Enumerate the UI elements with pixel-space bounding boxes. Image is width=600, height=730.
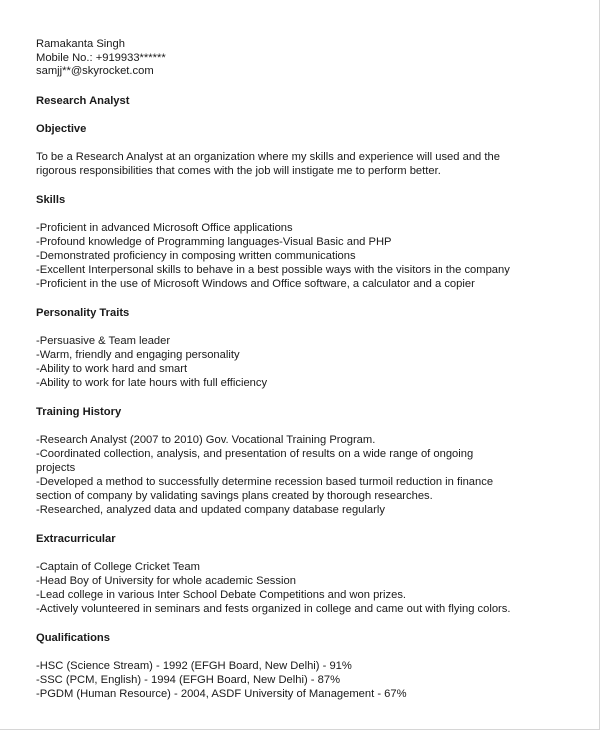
contact-block (36, 38, 586, 79)
section-heading-training-history: Training History (36, 405, 122, 418)
objective-line: rigorous responsibilities that comes with the job will instigate me to perform better. (36, 164, 441, 177)
training-item: -Developed a method to successfully determine recession based turmoil reduction in finance (36, 475, 494, 488)
extracurricular-item: -Lead college in various Inter School Debate Competitions and won prizes. (36, 588, 407, 601)
trait-item: -Warm, friendly and engaging personality (36, 348, 240, 361)
email-address: samjj**@skyrocket.com (36, 65, 154, 77)
trait-item: -Ability to work for late hours with full efficiency (36, 376, 268, 389)
qualification-item: -HSC (Science Stream) - 1992 (EFGH Board, New Delhi) - 91% (36, 659, 352, 672)
section-personality-traits (36, 306, 586, 390)
skill-item: -Proficient in advanced Microsoft Office applications (36, 221, 293, 234)
mobile-number: Mobile No.: +919933****** (36, 51, 166, 64)
training-item: -Researched, analyzed data and updated company database regularly (36, 503, 385, 516)
section-extracurricular (36, 532, 586, 616)
qualification-item: -PGDM (Human Resource) - 2004, ASDF University of Management - 67% (36, 687, 407, 700)
section-heading-extracurricular: Extracurricular (36, 532, 116, 545)
training-item: section of company by validating savings plans created by thorough researches. (36, 489, 433, 502)
skill-item: -Proficient in the use of Microsoft Windows and Office software, a calculator and a copier (36, 277, 475, 290)
section-objective (36, 122, 586, 178)
skill-item: -Demonstrated proficiency in composing written communications (36, 249, 356, 262)
training-item: -Coordinated collection, analysis, and presentation of results on a wide range of ongoing (36, 447, 474, 460)
skill-item: -Excellent Interpersonal skills to behave in a best possible ways with the visitors in the company (36, 263, 510, 276)
training-item: -Research Analyst (2007 to 2010) Gov. Vocational Training Program. (36, 433, 376, 446)
trait-item: -Persuasive & Team leader (36, 334, 171, 347)
skill-item: -Profound knowledge of Programming languages-Visual Basic and PHP (36, 235, 392, 248)
section-heading-objective: Objective (36, 122, 87, 135)
training-item: projects (36, 461, 76, 474)
section-skills (36, 193, 586, 291)
qualification-item: -SSC (PCM, English) - 1994 (EFGH Board, New Delhi) - 87% (36, 673, 341, 686)
trait-item: -Ability to work hard and smart (36, 362, 188, 375)
extracurricular-item: -Captain of College Cricket Team (36, 560, 200, 573)
section-training-history (36, 405, 586, 517)
job-title: Research Analyst (36, 94, 130, 107)
section-heading-personality-traits: Personality Traits (36, 306, 130, 319)
candidate-name: Ramakanta Singh (36, 38, 125, 50)
section-qualifications (36, 631, 586, 701)
resume-content (36, 38, 586, 701)
objective-line: To be a Research Analyst at an organization where my skills and experience will used and the (36, 150, 500, 163)
extracurricular-item: -Head Boy of University for whole academic Session (36, 574, 296, 587)
extracurricular-item: -Actively volunteered in seminars and fests organized in college and came out with flying colors. (36, 602, 511, 615)
section-heading-skills: Skills (36, 193, 66, 206)
section-heading-qualifications: Qualifications (36, 631, 110, 644)
